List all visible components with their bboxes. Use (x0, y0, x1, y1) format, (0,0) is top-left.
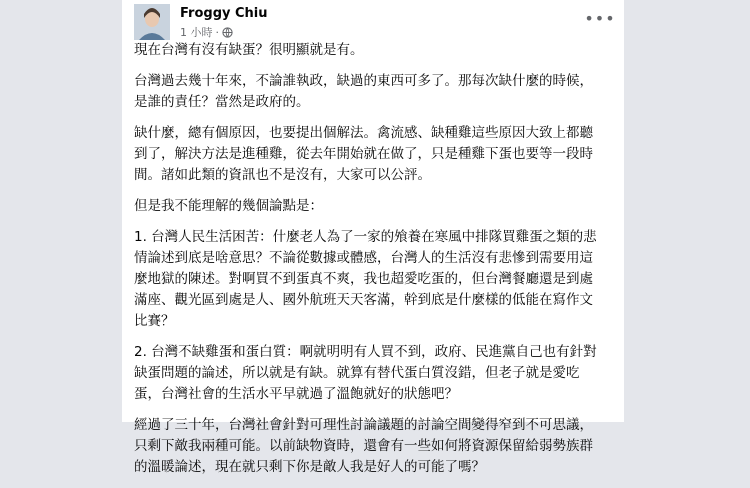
post-card (122, 0, 624, 475)
post-time[interactable]: 1 小時 (180, 26, 213, 39)
meta-separator: · (215, 25, 219, 39)
post-body (134, 40, 604, 488)
post-header (134, 4, 616, 40)
more-horizontal-icon[interactable]: ••• (584, 8, 616, 28)
post-paragraph: 台灣過去幾十年來，不論誰執政，缺過的東西可多了。那每次缺什麼的時候，是誰的責任？當然是政府的。 (134, 73, 593, 110)
author-name[interactable]: Froggy Chiu (180, 6, 268, 21)
post-paragraph: 2. 台灣不缺雞蛋和蛋白質：啊就明明有人買不到，政府、民進黨自己也有針對缺蛋問題的論述，所以就是有缺。就算有替代蛋白質沒錯，但老子就是愛吃蛋，台灣社會的生活水平早就過了溫飽就好的狀態吧？ (134, 344, 597, 402)
globe-icon (222, 27, 233, 38)
post-paragraph: 缺什麼，總有個原因，也要提出個解法。禽流感、缺種雞這些原因大致上都聽到了，解決方法是進種雞，從去年開始就在做了，只是種雞下蛋也要等一段時間。諸如此類的資訊也不是沒有，大家可以公評。 (134, 125, 593, 183)
post-meta (180, 24, 233, 40)
avatar[interactable] (134, 4, 170, 40)
avatar-image (134, 4, 170, 40)
post-paragraph: 現在台灣有沒有缺蛋？很明顯就是有。 (134, 42, 364, 58)
post-paragraph: 經過了三十年，台灣社會針對可理性討論議題的討論空間變得窄到不可思議，只剩下敵我兩種可能。以前缺物資時，還會有一些如何將資源保留給弱勢族群的溫暖論述，現在就只剩下你是敵人我是好人的可能了嗎？ (134, 417, 593, 475)
post-paragraph: 但是我不能理解的幾個論點是： (134, 198, 323, 214)
post-paragraph: 1. 台灣人民生活困苦：什麼老人為了一家的飧養在寒風中排隊買雞蛋之類的悲情論述到底是啥意思？不論從數據或體感，台灣人的生活沒有悲慘到需要用這麼地獄的陳述。對啊買不到蛋真不爽，我也超愛吃蛋的，但台灣餐廳還是到處滿座、觀光區到處是人、國外航班天天客滿，幹到底是什麼樣的低能在寫作文比賽？ (134, 229, 597, 329)
